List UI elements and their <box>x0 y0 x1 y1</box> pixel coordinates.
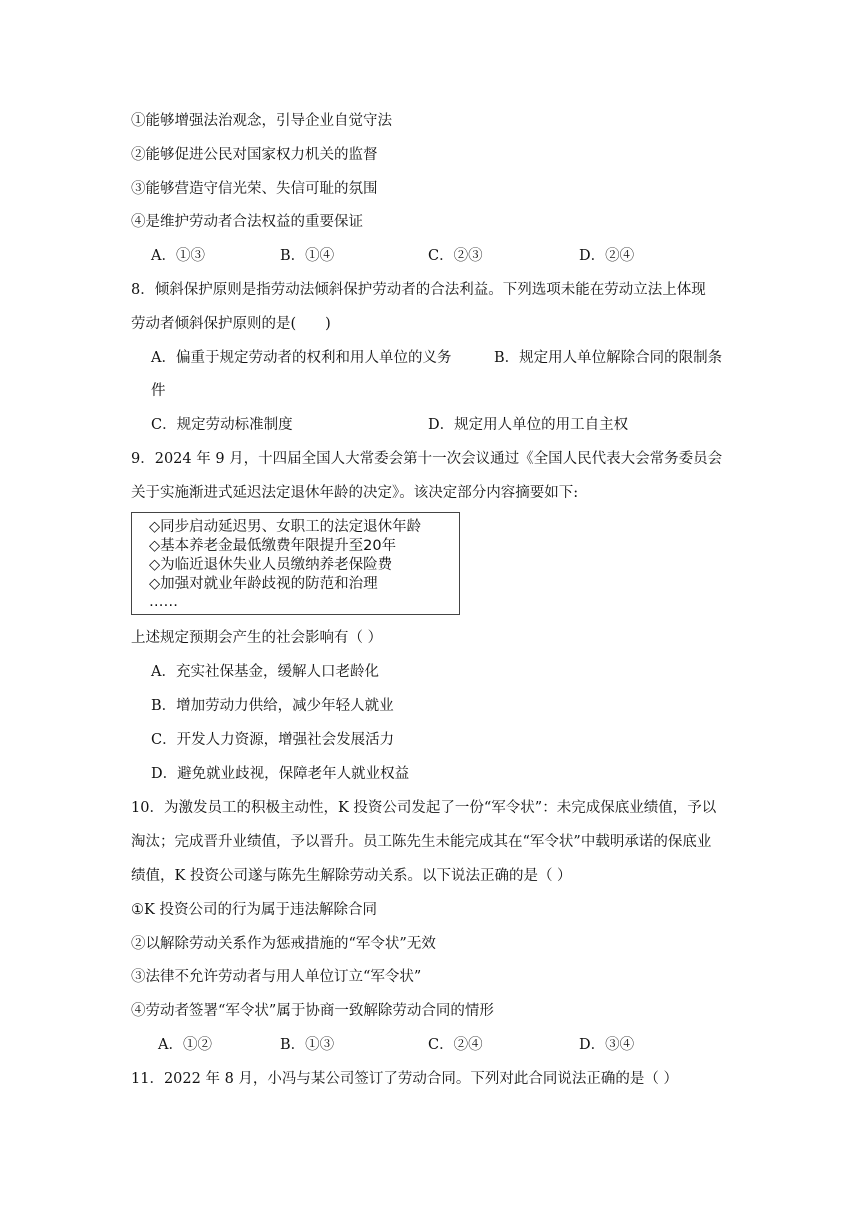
q9-stem-line-1: 9．2024 年 9 月，十四届全国人大常委会第十一次会议通过《全国人民代表大会常务委员会 <box>131 451 723 467</box>
q7-option-c: C．②③ <box>428 248 483 264</box>
q7-option-d: D．②④ <box>579 248 635 264</box>
q7-statement-1: ①能够增强法治观念，引导企业自觉守法 <box>131 113 392 129</box>
q7-statement-4: ④是维护劳动者合法权益的重要保证 <box>131 214 363 230</box>
q10-statement-1: ①K 投资公司的行为属于违法解除合同 <box>131 902 377 918</box>
q10-statement-3: ③法律不允许劳动者与用人单位订立“军令状” <box>131 969 422 985</box>
q8-stem-line-1: 8．倾斜保护原则是指劳动法倾斜保护劳动者的合法利益。下列选项未能在劳动立法上体现 <box>131 282 706 298</box>
q7-statement-2: ②能够促进公民对国家权力机关的监督 <box>131 147 378 163</box>
q9-option-b: B．增加劳动力供给，减少年轻人就业 <box>151 698 394 714</box>
q10-statement-4: ④劳动者签署“军令状”属于协商一致解除劳动合同的情形 <box>131 1003 494 1019</box>
q8-option-b-continued: 件 <box>151 383 166 399</box>
q9-excerpt-item-2: ◇基本养老金最低缴费年限提升至20年 <box>149 538 397 554</box>
q9-excerpt-item-4: ◇加强对就业年龄歧视的防范和治理 <box>149 576 378 592</box>
q10-option-c: C．②④ <box>428 1037 483 1053</box>
q7-option-b: B．①④ <box>280 248 335 264</box>
q10-stem-line-2: 淘汰；完成晋升业绩值，予以晋升。员工陈先生未能完成其在“军令状”中载明承诺的保底业 <box>131 834 712 850</box>
q9-excerpt-box <box>131 512 460 615</box>
q9-excerpt-item-3: ◇为临近退休失业人员缴纳养老保险费 <box>149 557 393 573</box>
q9-stem-line-2: 关于实施渐进式延迟法定退休年龄的决定》。该决定部分内容摘要如下: <box>131 485 579 501</box>
q9-excerpt-ellipsis: …… <box>149 594 178 610</box>
q10-option-a: A．①② <box>158 1037 212 1053</box>
q9-question: 上述规定预期会产生的社会影响有（ ） <box>131 630 383 646</box>
q8-stem-line-2: 劳动者倾斜保护原则的是( ) <box>131 316 331 332</box>
q10-option-b: B．①③ <box>280 1037 335 1053</box>
q8-option-c: C．规定劳动标准制度 <box>151 417 293 433</box>
q10-stem-line-3: 绩值，K 投资公司遂与陈先生解除劳动关系。以下说法正确的是（ ） <box>131 868 572 884</box>
q9-option-a: A．充实社保基金，缓解人口老龄化 <box>151 664 379 680</box>
q9-option-d: D．避免就业歧视，保障老年人就业权益 <box>151 766 410 782</box>
q8-option-d: D．规定用人单位的用工自主权 <box>428 417 629 433</box>
q7-statement-3: ③能够营造守信光荣、失信可耻的氛围 <box>131 181 378 197</box>
q9-option-c: C．开发人力资源，增强社会发展活力 <box>151 732 395 748</box>
q10-statement-2: ②以解除劳动关系作为惩戒措施的“军令状”无效 <box>131 936 436 952</box>
q9-excerpt-item-1: ◇同步启动延迟男、女职工的法定退休年龄 <box>149 519 422 535</box>
q11-stem-line-1: 11．2022 年 8 月，小冯与某公司签订了劳动合同。下列对此合同说法正确的是（ ） <box>131 1071 679 1087</box>
q10-option-d: D．③④ <box>579 1037 635 1053</box>
q10-stem-line-1: 10．为激发员工的积极主动性，K 投资公司发起了一份“军令状”：未完成保底业绩值，予以 <box>131 800 717 816</box>
q8-option-a: A．偏重于规定劳动者的权利和用人单位的义务 <box>151 350 452 366</box>
q7-option-a: A．①③ <box>151 248 205 264</box>
q8-option-b: B．规定用人单位解除合同的限制条 <box>494 350 723 366</box>
